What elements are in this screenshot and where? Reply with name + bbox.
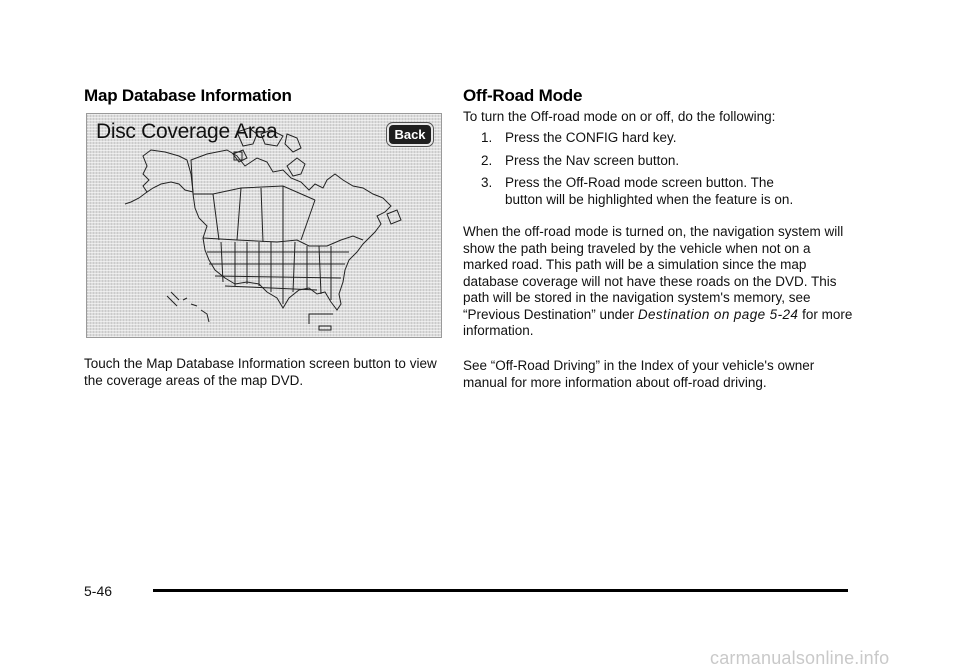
off-road-paragraph (463, 224, 853, 340)
off-road-steps (463, 130, 853, 214)
footer-divider (153, 589, 848, 592)
off-road-intro: To turn the Off-road mode on or off, do the following: (463, 109, 776, 124)
step-text: Press the Nav screen button. (505, 152, 680, 168)
step-number: 2. (481, 152, 493, 168)
page-number: 5-46 (84, 583, 113, 599)
list-item (463, 130, 853, 147)
step-text: Press the CONFIG hard key. (505, 130, 677, 145)
off-road-driving-paragraph: See “Off-Road Driving” in the Index of your vehicle's owner manual for more information about off-road driving. (463, 358, 815, 390)
screen-title: Disc Coverage Area (96, 120, 278, 143)
list-item (463, 175, 853, 208)
disc-coverage-screen (86, 113, 442, 338)
section-heading-off-road-mode: Off-Road Mode (463, 86, 583, 105)
page-reference-link[interactable]: Destination on page 5-24 (637, 306, 799, 322)
north-america-map (87, 114, 442, 338)
step-number: 1. (481, 130, 493, 145)
map-database-body: Touch the Map Database Information screen button to view the coverage areas of the map DVD. (84, 356, 437, 388)
step-text: Press the Off-Road mode screen button. The button will be highlighted when the feature is on. (505, 175, 794, 207)
watermark: carmanualsonline.info (710, 648, 890, 668)
step-number: 3. (481, 175, 493, 190)
back-button[interactable]: Back (387, 123, 433, 146)
paragraph-text: When the off-road mode is turned on, the navigation system will show the path being traveled by the vehicle when not on a marked road. This path will be a simulation since the map database coverage will not have these roads on the DVD. This path will be stored in the navigation system's memory, see “Previous Destination” under (463, 224, 844, 322)
list-item (463, 153, 853, 170)
paragraph-text: for more information. (463, 306, 853, 338)
section-heading-map-database: Map Database Information (84, 86, 292, 105)
